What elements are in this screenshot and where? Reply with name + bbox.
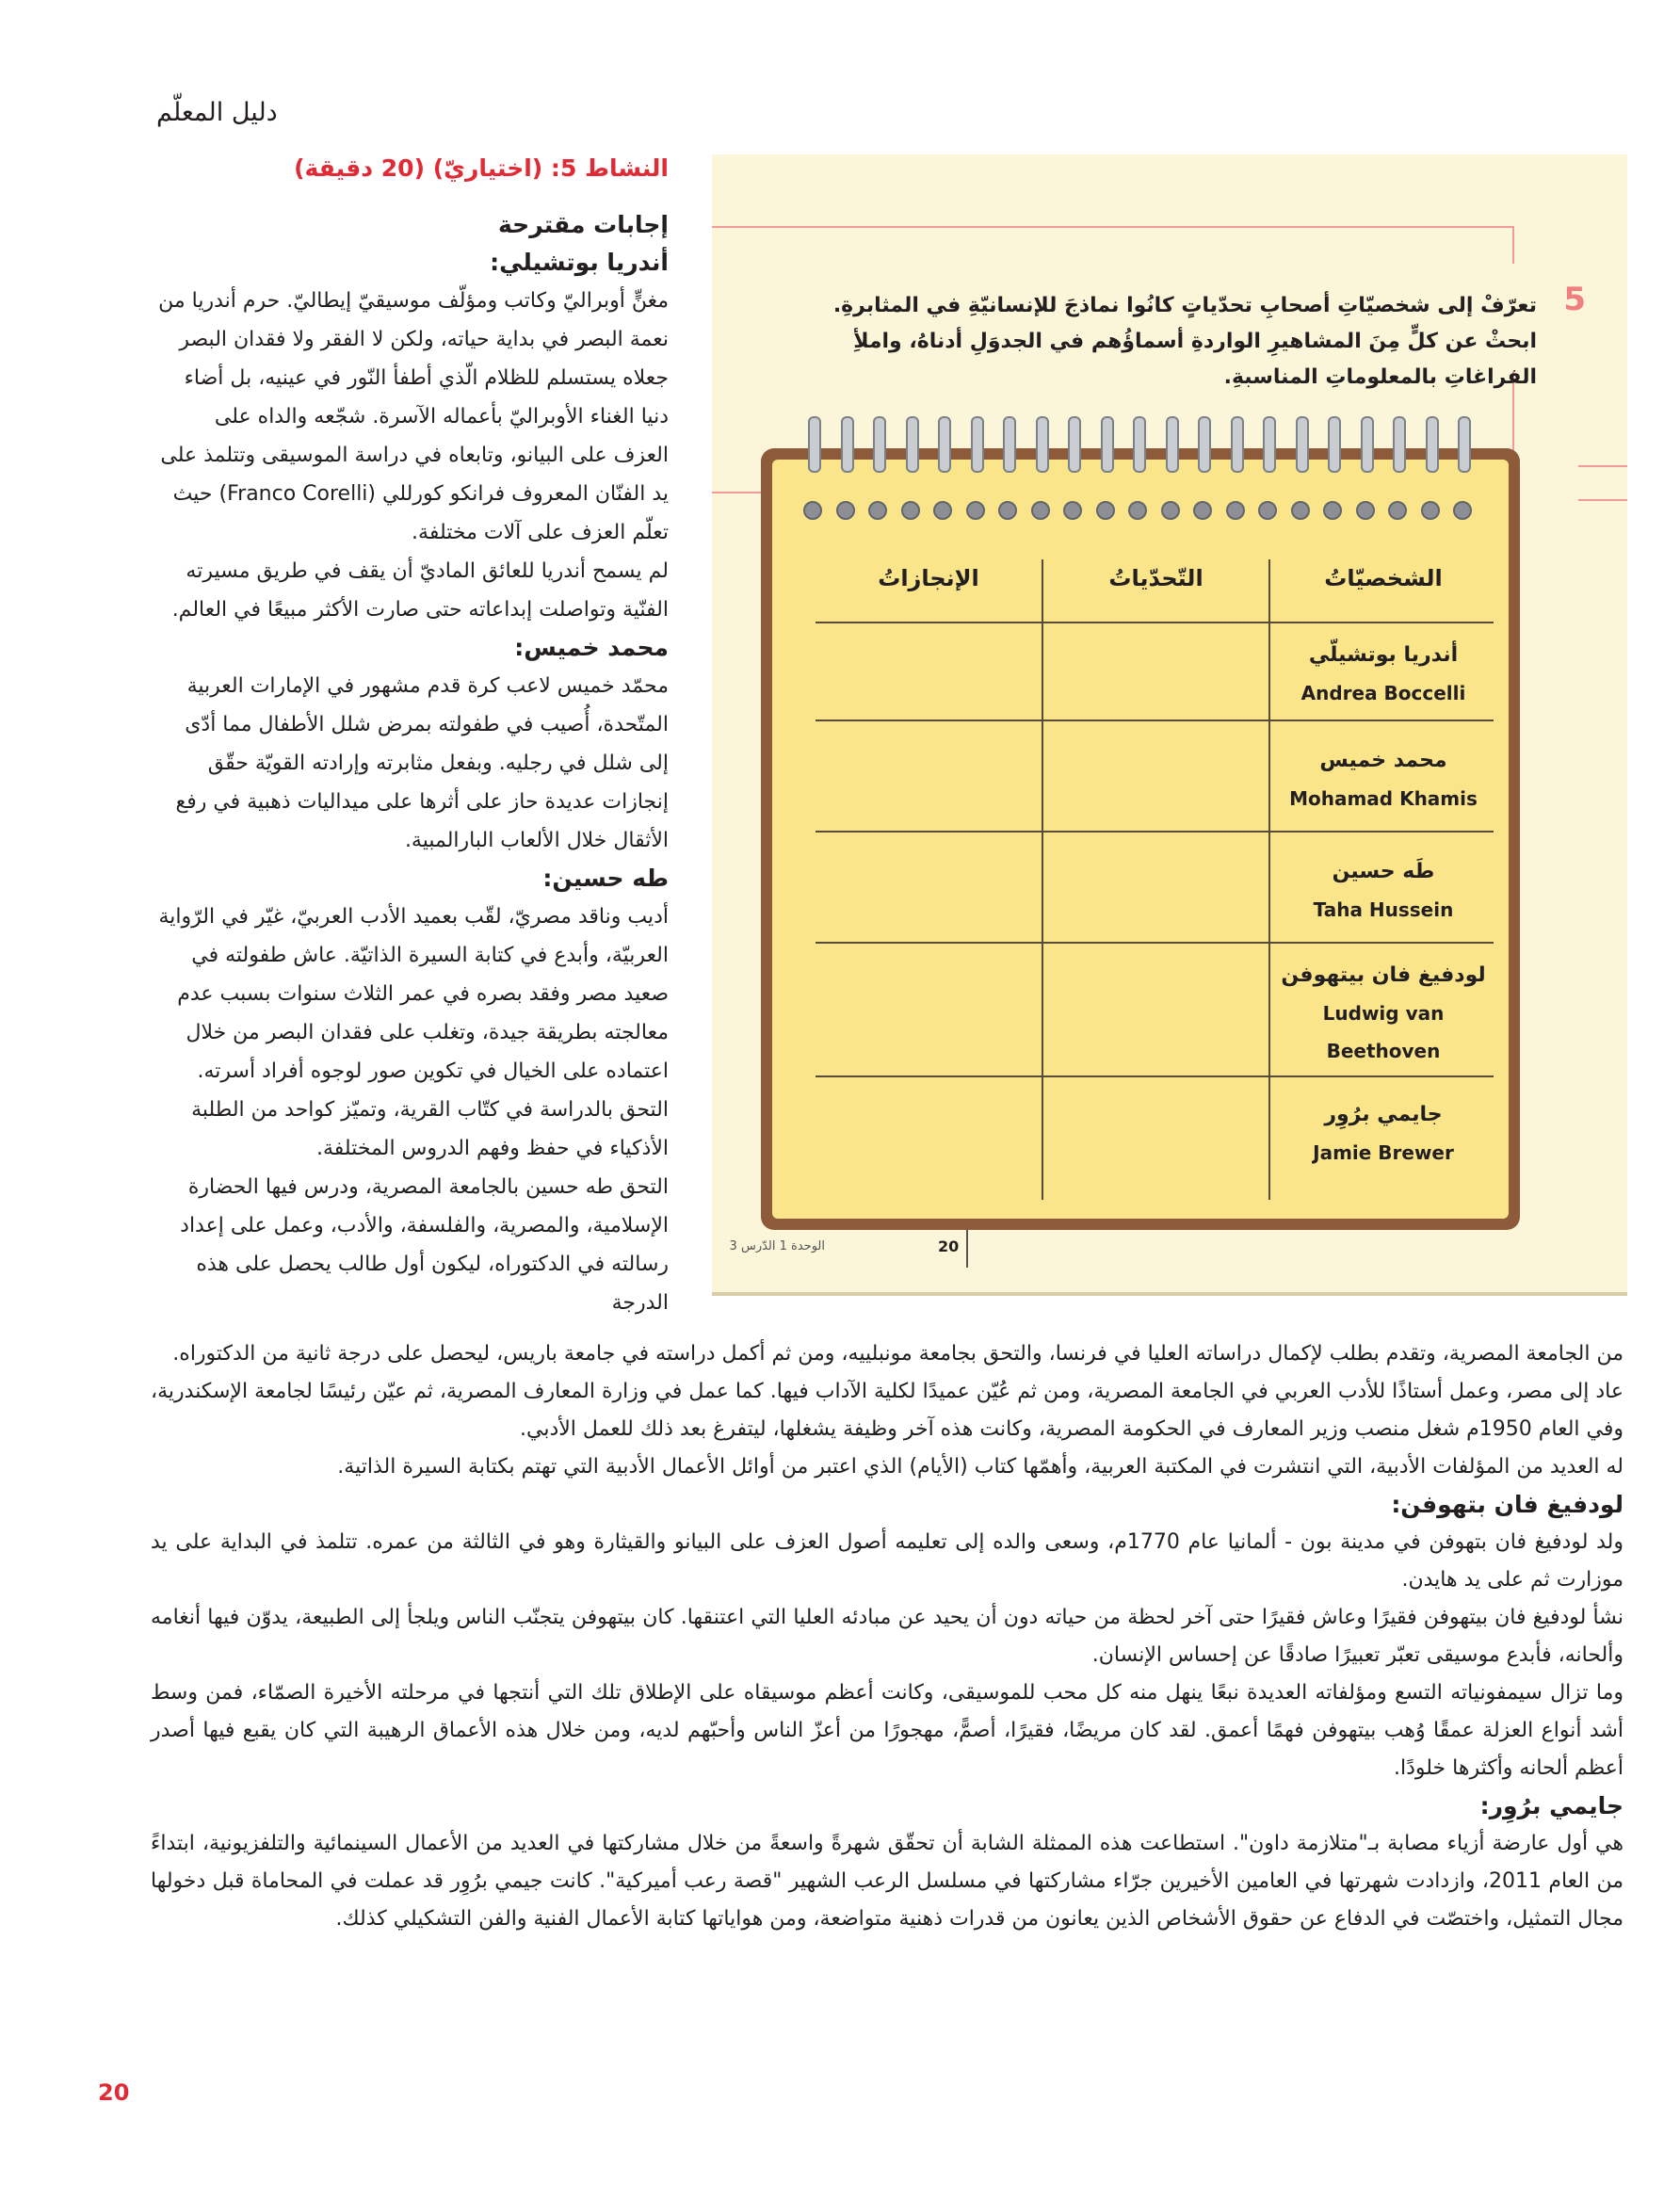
- spiral-hole: [1356, 501, 1375, 520]
- spiral-hole: [1453, 501, 1472, 520]
- person-name-arabic: جايمي برُوِر: [1324, 1103, 1443, 1126]
- book-footer-label: الوحدة 1 الدّرس 3: [729, 1239, 825, 1253]
- person-name-english: Mohamad Khamis: [1289, 787, 1478, 810]
- spiral-ring: [938, 416, 951, 473]
- spiral-hole: [1388, 501, 1407, 520]
- khamis-heading: محمد خميس:: [514, 634, 669, 661]
- person-name-english: Jamie Brewer: [1313, 1141, 1454, 1164]
- question-number: 5: [1563, 281, 1586, 318]
- spiral-ring: [1393, 416, 1406, 473]
- spiral-ring: [1296, 416, 1309, 473]
- person-name-english: Andrea Boccelli: [1300, 682, 1466, 704]
- spiral-ring: [1133, 416, 1146, 473]
- person-name-arabic: أندريا بوتشيلّي: [1308, 643, 1459, 667]
- beethoven-paragraph-2: نشأ لودفيغ فان بيتهوفن فقيرًا وعاش فقيرًا حتى آخر لحظة من حياته دون أن يحيد عن مبادئه العليا التي اعتنقها. كان بيتهوفن يتجنّب الناس ويلجأ إلى الطبيعة، يدوّن فيها أنغامه وألحانه، فأبدع موسيقى تعبّر تعبيرًا صادقًا عن إحساس الإنسان.: [151, 1606, 1623, 1667]
- person-name-arabic: طَه حسين: [1332, 860, 1435, 883]
- hussein-continuation-2: عاد إلى مصر، وعمل أستاذًا للأدب العربي في الجامعة المصرية، ومن ثم عُيّن عميدًا لكلية الآداب فيها. كما عمل في وزارة المعارف المصرية، ثم عيّن رئيسًا لجامعة الإسكندرية، وفي العام 1950م شغل منصب وزير المعارف في الحكومة المصرية، وكانت هذه آخر وظيفة يشغلها، ليتفرغ بعد ذلك للعمل الأدبي.: [151, 1380, 1623, 1441]
- beethoven-paragraph-1: ولد لودفيغ فان بتهوفن في مدينة بون - ألمانيا عام 1770م، وسعى والده إلى تعليمه أصول العزف على البيانو والقيثارة وهو في الثالثة من عمره. تتلمذ في البداية على يد موزارت ثم على يد هايدن.: [151, 1530, 1624, 1592]
- spiral-hole: [1161, 501, 1180, 520]
- table-cell-person: [1270, 957, 1496, 1070]
- spiral-hole: [1193, 501, 1212, 520]
- hussein-continuation-3: له العديد من المؤلفات الأدبية، التي انتشرت في المكتبة العربية، وأهمّها كتاب (الأيام) الذي اعتبر من أوائل الأعمال الأدبية التي تهتم بكتابة السيرة الذاتية.: [337, 1455, 1623, 1479]
- table-cell-person: [1270, 637, 1496, 712]
- table-row-divider: [816, 942, 1494, 944]
- spiral-hole: [1128, 501, 1147, 520]
- decorative-line: [712, 492, 761, 493]
- page-number: 20: [98, 2079, 130, 2106]
- person-name-arabic: لودفيغ فان بيتهوفن: [1281, 963, 1486, 987]
- table-header-challenges: التّحدّياتُ: [1108, 565, 1203, 591]
- spiral-hole: [1096, 501, 1115, 520]
- bocelli-heading: أندريا بوتشيلي:: [490, 249, 669, 276]
- spiral-hole: [1226, 501, 1245, 520]
- spiral-hole: [868, 501, 887, 520]
- decorative-line: [712, 226, 1512, 228]
- table-header-divider: [816, 622, 1494, 623]
- student-book-page: [712, 154, 1627, 1296]
- spiral-hole: [1063, 501, 1082, 520]
- teacher-answers-column: [154, 154, 669, 1322]
- table-row-divider: [816, 720, 1494, 721]
- spiral-ring: [841, 416, 854, 473]
- answers-title: إجابات مقترحة: [498, 211, 669, 238]
- person-name-english: Ludwig van Beethoven: [1322, 1002, 1445, 1062]
- hussein-paragraph-2: التحق طه حسين بالجامعة المصرية، ودرس فيها الحضارة الإسلامية، والمصرية، والفلسفة، والأدب، وعمل على إعداد رسالته في الدكتوراه، ليكون أول طالب يحصل على هذه الدرجة: [180, 1175, 669, 1315]
- hussein-heading: طه حسين:: [542, 865, 669, 892]
- spiral-ring: [1328, 416, 1341, 473]
- decorative-line: [1512, 226, 1514, 264]
- spiral-ring: [1166, 416, 1179, 473]
- decorative-line: [1578, 465, 1627, 467]
- spiral-ring: [1426, 416, 1439, 473]
- activity-title: النشاط 5: (اختياريّ) (20 دقيقة): [294, 154, 669, 182]
- spiral-hole: [933, 501, 952, 520]
- bocelli-paragraph-1: مغنٍّ أوبراليّ وكاتب ومؤلّف موسيقيّ إيطاليّ. حرم أندريا من نعمة البصر في بداية حياته، ولكن لا الفقر ولا فقدان البصر جعلاه يستسلم للظلام الّذي أطفأ النّور في عينيه، بل أضاء دنيا الغناء الأوبراليّ بأعماله الآسرة. شجّعه والداه على العزف على البيانو، وتابعاه في دراسة الموسيقى وتتلمذ على يد الفنّان المعروف فرانكو كورللي (Franco Corelli) حيث تعلّم العزف على آلات مختلفة.: [158, 289, 669, 544]
- table-cell-person: [1270, 853, 1496, 929]
- spiral-ring: [808, 416, 821, 473]
- brewer-heading: جايمي برُوِر:: [1479, 1792, 1623, 1819]
- spiral-hole: [998, 501, 1017, 520]
- spiral-ring: [1036, 416, 1049, 473]
- spiral-ring: [1101, 416, 1114, 473]
- table-column-divider: [1042, 559, 1043, 1200]
- notebook-paper: [772, 460, 1509, 1219]
- question-text: تعرّفْ إلى شخصيّاتِ أصحابِ تحدّياتٍ كانُوا نماذجَ للإنسانيّةِ في المثابرةِ. ابحثْ عن كلٍّ مِنَ المشاهيرِ الواردةِ أسماؤُهم في الجدوَلِ أدناهُ، واملأِ الفراغاتِ بالمعلوماتِ المناسبةِ.: [832, 294, 1537, 389]
- spiral-ring: [1263, 416, 1276, 473]
- person-name-arabic: محمد خميس: [1319, 749, 1447, 772]
- spiral-ring: [1361, 416, 1374, 473]
- spiral-hole: [1031, 501, 1050, 520]
- spiral-ring: [1231, 416, 1244, 473]
- spiral-ring: [1068, 416, 1081, 473]
- spiral-hole: [1291, 501, 1310, 520]
- spiral-hole: [836, 501, 855, 520]
- table-header-achievements: الإنجازاتُ: [878, 565, 979, 591]
- beethoven-paragraph-3: وما تزال سيمفونياته التسع ومؤلفاته العديدة نبعًا ينهل منه كل محب للموسيقى، وكانت أعظم موسيقاه على الإطلاق تلك التي أنتجها في مرحلته الأخيرة الصمّاء، فمن وسط أشد أنواع العزلة عمقًا وُهب بيتهوفن فهمًا أعمق. لقد كان مريضًا، فقيرًا، أصمًّ، مهجورًا من أعزّ الناس وأحبّهم لديه، ومن خلال هذه الأعماق الرهيبة التي كان يقبع فيها أصدر أعظم ألحانه وأكثرها خلودًا.: [151, 1681, 1623, 1780]
- spiral-hole: [1323, 501, 1342, 520]
- spiral-ring: [1198, 416, 1211, 473]
- spiral-hole: [1258, 501, 1277, 520]
- hussein-continuation-1: من الجامعة المصرية، وتقدم بطلب لإكمال دراساته العليا في فرنسا، والتحق بجامعة مونبلييه، ومن ثم أكمل دراسته في جامعة باريس، ليحصل على درجة ثانية من الدكتوراه.: [172, 1342, 1623, 1366]
- continuation-text: [151, 1335, 1623, 1938]
- spiral-hole: [1421, 501, 1440, 520]
- footer-separator: [966, 1230, 968, 1268]
- table-cell-person: [1270, 1096, 1496, 1172]
- spiral-ring: [873, 416, 886, 473]
- person-name-english: Taha Hussein: [1313, 898, 1454, 921]
- hussein-paragraph-1: أديب وناقد مصريّ، لقّب بعميد الأدب العربيّ، غيّر في الرّواية العربيّة، وأبدع في كتابة السيرة الذاتيّة. عاش طفولته في صعيد مصر وفقد بصره في عمر الثلاث سنوات بسبب عدم معالجته بطريقة جيدة، وتغلب على فقدان البصر من خلال اعتماده على الخيال في تكوين صور لوجوه أفراد أسرته. التحق بالدراسة في كتّاب القرية، وتميّز كواحد من الطلبة الأذكياء في حفظ وفهم الدروس المختلفة.: [158, 905, 669, 1160]
- table-row-divider: [816, 831, 1494, 833]
- spiral-ring: [1458, 416, 1471, 473]
- brewer-paragraph: هي أول عارضة أزياء مصابة بـ"متلازمة داون". استطاعت هذه الممثلة الشابة أن تحقّق شهرةً واسعةً من خلال مشاركتها في العديد من الأعمال السينمائية والتلفزيونية، ابتداءً من العام 2011، وازدادت شهرتها في العامين الأخيرين جرّاء مشاركتها في مسلسل الرعب الشهير "قصة رعب أميركية". كانت جيمي برُوِر قد عملت في المحاماة قبل دخولها مجال التمثيل، واختصّت في الدفاع عن حقوق الأشخاص الذين يعانون من قدرات ذهنية متواضعة، ومن هواياتها كتابة الأعمال الفنية والفن التشكيلي كذلك.: [151, 1832, 1623, 1931]
- guide-header-title: دليل المعلّم: [156, 98, 278, 127]
- spiral-hole: [966, 501, 985, 520]
- spiral-ring: [971, 416, 984, 473]
- khamis-paragraph: محمّد خميس لاعب كرة قدم مشهور في الإمارات العربية المتّحدة، أُصيب في طفولته بمرض شلل الأطفال مما أدّى إلى شلل في رجليه. وبفعل مثابرته وإرادته القويّة حقّق إنجازات عديدة حاز على أثرها على ميداليات ذهبية في رفع الأثقال خلال الألعاب البارالمبية.: [175, 674, 669, 852]
- bocelli-paragraph-2: لم يسمح أندريا للعائق الماديّ أن يقف في طريق مسيرته الفنّية وتواصلت إبداعاته حتى صارت الأكثر مبيعًا في العالم.: [171, 559, 669, 622]
- table-header-personalities: الشخصيّاتُ: [1324, 565, 1443, 591]
- notebook-illustration: [761, 448, 1520, 1230]
- spiral-ring: [906, 416, 919, 473]
- table-row-divider: [816, 1075, 1494, 1077]
- beethoven-heading: لودفيغ فان بتهوفن:: [1391, 1491, 1623, 1518]
- book-page-number: 20: [938, 1237, 960, 1255]
- table-cell-person: [1270, 742, 1496, 817]
- spiral-hole: [803, 501, 822, 520]
- decorative-line: [1578, 499, 1627, 501]
- spiral-hole: [901, 501, 920, 520]
- spiral-ring: [1003, 416, 1016, 473]
